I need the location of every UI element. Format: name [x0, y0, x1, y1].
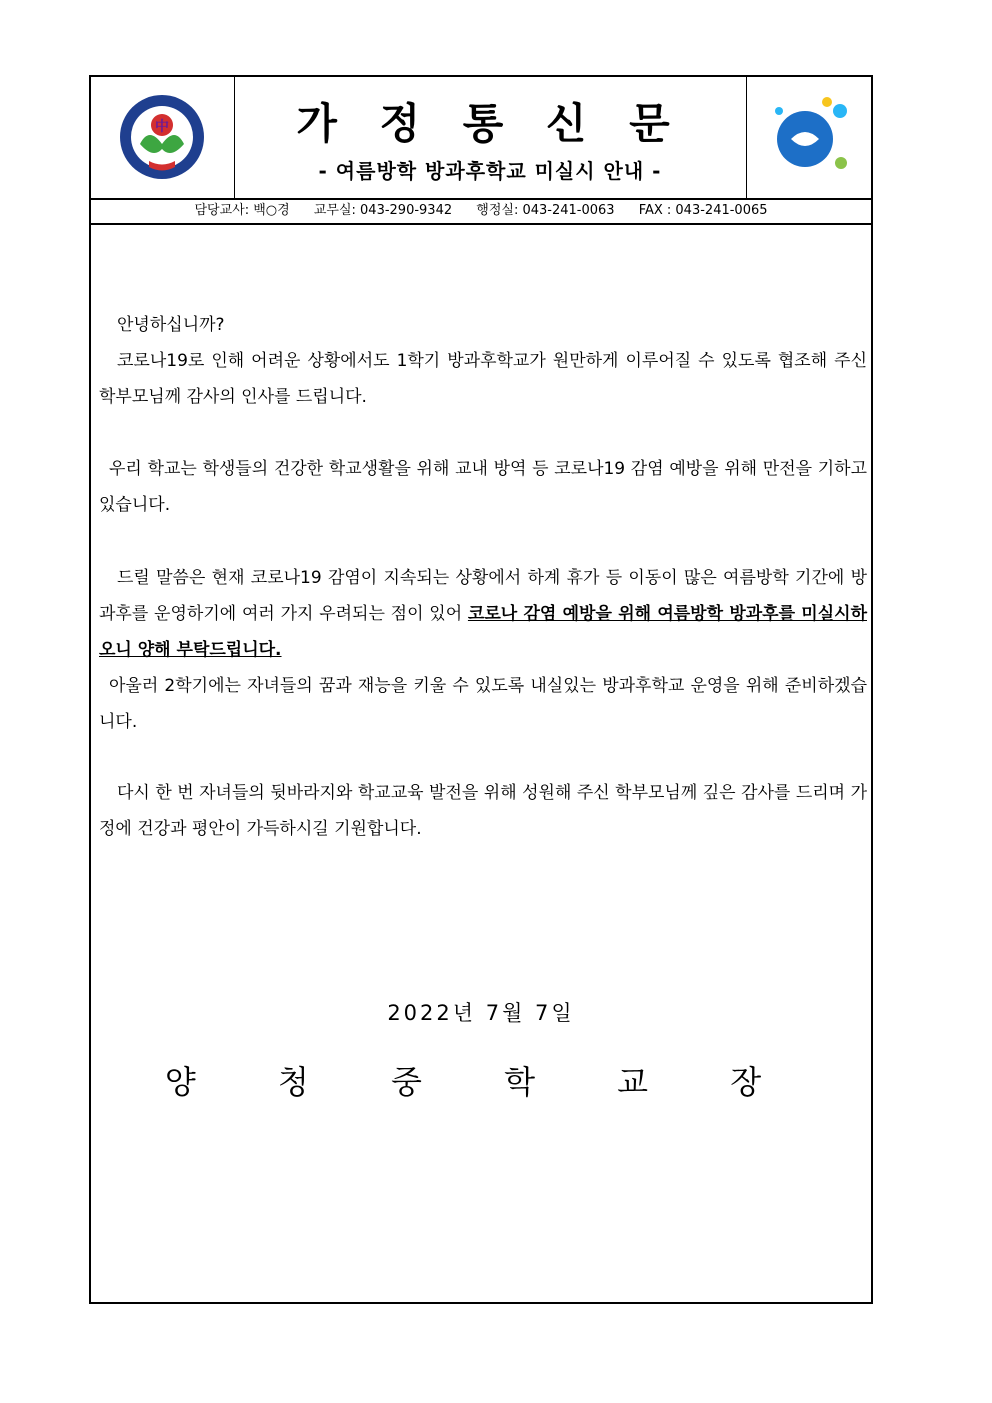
paragraph-3-plain: 드릴 말씀은 현재 코로나19 감염이 지속되는 상황에서 하계 휴가 등 이동이 많은 여름방학 기간에 방과후를 운영하기에 여러 가지 우려되는 점이 있어	[99, 568, 867, 624]
svg-text:中: 中	[155, 119, 169, 135]
body-section-4	[99, 775, 867, 847]
title-cell	[234, 77, 746, 198]
greeting: 안녕하십니까?	[117, 315, 225, 335]
paragraph-4: 아울러 2학기에는 자녀들의 꿈과 재능을 키울 수 있도록 내실있는 방과후학교 운영을 위해 준비하겠습니다.	[99, 676, 867, 732]
paragraph-5: 다시 한 번 자녀들의 뒷바라지와 학교교육 발전을 위해 성원해 주신 학부모님께 깊은 감사를 드리며 가정에 건강과 평안이 가득하시길 기원합니다.	[99, 783, 867, 839]
page-title: 가 정 통 신 문	[296, 99, 684, 148]
issue-date: 2022년 7월 7일	[387, 1001, 575, 1025]
school-emblem-icon	[91, 77, 234, 198]
contact-bar	[91, 198, 871, 225]
cheongryeom-logo-cell	[746, 77, 872, 198]
contact-office: 교무실: 043-290-9342	[313, 203, 453, 218]
principal-signature: 양 청 중 학 교 장	[164, 1063, 798, 1101]
paragraph-2: 우리 학교는 학생들의 건강한 학교생활을 위해 교내 방역 등 코로나19 감염 예방을 위해 만전을 기하고 있습니다.	[99, 459, 867, 515]
header	[91, 77, 871, 200]
notice-frame	[89, 75, 873, 1304]
paragraph-1: 코로나19로 인해 어려운 상황에서도 1학기 방과후학교가 원만하게 이루어질 수 있도록 협조해 주신 학부모님께 감사의 인사를 드립니다.	[99, 351, 867, 407]
body-section-1	[99, 307, 867, 415]
body-section-2	[99, 451, 867, 523]
contact-teacher: 담당교사: 백○경	[194, 203, 290, 218]
paragraph-3-emphasis: 코로나 감염 예방을 위해 여름방학 방과후를 미실시하오니 양해 부탁드립니다.	[99, 604, 867, 660]
body-section-3	[99, 560, 867, 740]
contact-fax: FAX : 043-241-0065	[638, 203, 768, 218]
cheongryeom-logo-icon	[747, 77, 872, 198]
page-subtitle: - 여름방학 방과후학교 미실시 안내 -	[318, 159, 662, 183]
school-logo-cell	[91, 77, 235, 198]
contact-admin: 행정실: 043-241-0063	[476, 203, 615, 218]
paragraph-3	[99, 560, 867, 668]
